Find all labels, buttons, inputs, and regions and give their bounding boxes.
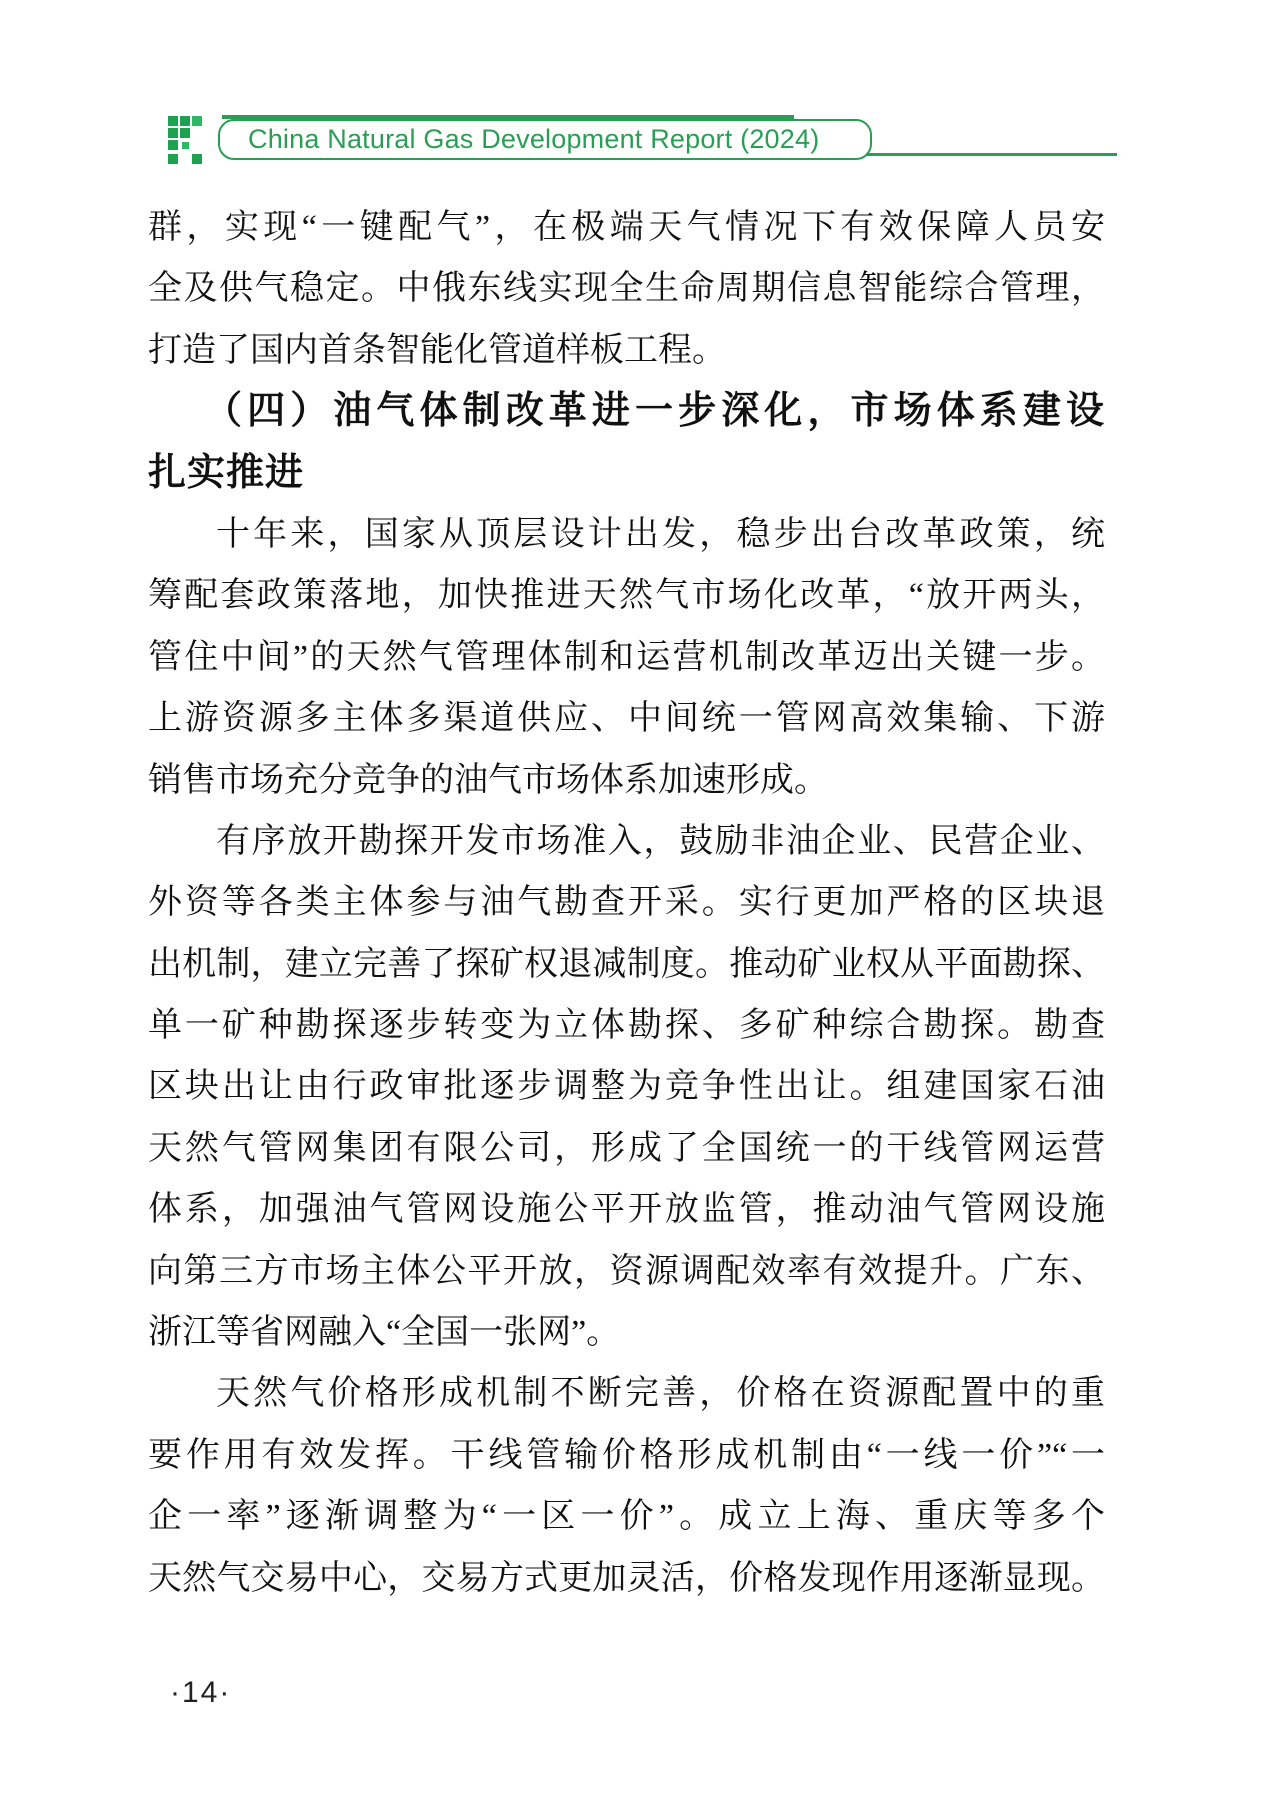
- pixel-grid-logo-icon: [168, 116, 204, 164]
- header-accent-line: [222, 115, 794, 119]
- body-text-line: 体系，加强油气管网设施公平开放监管，推动油气管网设施: [148, 1191, 1105, 1229]
- body-text-line: 单一矿种勘探逐步转变为立体勘探、多矿种综合勘探。勘查: [148, 1007, 1105, 1045]
- body-text-line: 区块出让由行政审批逐步调整为竞争性出让。组建国家石油: [148, 1068, 1105, 1106]
- body-text-line: 群，实现“一键配气”，在极端天气情况下有效保障人员安: [148, 209, 1105, 246]
- body-text-line: 销售市场充分竞争的油气市场体系加速形成。: [148, 761, 828, 799]
- page-number: ·14·: [170, 1676, 232, 1709]
- section-heading-line: 扎实推进: [148, 451, 305, 494]
- body-text-line: 天然气价格形成机制不断完善，价格在资源配置中的重: [216, 1375, 1105, 1413]
- body-text-line: 管住中间”的天然气管理体制和运营机制改革迈出关键一步。: [148, 638, 1105, 676]
- page-body: [148, 197, 1105, 1609]
- body-text-line: 外资等各类主体参与油气勘查开采。实行更加严格的区块退: [148, 884, 1105, 922]
- body-text-line: 筹配套政策落地，加快推进天然气市场化改革，“放开两头，: [148, 577, 1105, 615]
- report-title-box: [218, 119, 872, 160]
- body-text-line: 向第三方市场主体公平开放，资源调配效率有效提升。广东、: [148, 1252, 1105, 1290]
- body-text-line: 浙江等省网融入“全国一张网”。: [148, 1314, 621, 1352]
- body-text-line: 要作用有效发挥。干线管输价格形成机制由“一线一价”“一: [148, 1436, 1105, 1474]
- section-heading-line: （四）油气体制改革进一步深化，市场体系建设: [204, 390, 1105, 433]
- report-title: China Natural Gas Development Report (2024): [248, 124, 820, 154]
- body-text-line: 有序放开勘探开发市场准入，鼓励非油企业、民营企业、: [216, 822, 1105, 860]
- body-text-line: 天然气管网集团有限公司，形成了全国统一的干线管网运营: [148, 1129, 1105, 1167]
- body-text-line: 打造了国内首条智能化管道样板工程。: [148, 331, 726, 369]
- body-text-line: 上游资源多主体多渠道供应、中间统一管网高效集输、下游: [148, 700, 1105, 738]
- body-text-line: 全及供气稳定。中俄东线实现全生命周期信息智能综合管理，: [148, 270, 1105, 308]
- body-text-line: 十年来，国家从顶层设计出发，稳步出台改革政策，统: [216, 515, 1105, 553]
- body-text-line: 出机制，建立完善了探矿权退减制度。推动矿业权从平面勘探、: [148, 945, 1105, 983]
- body-text-line: 企一率”逐渐调整为“一区一价”。成立上海、重庆等多个: [148, 1498, 1105, 1536]
- body-text-line: 天然气交易中心，交易方式更加灵活，价格发现作用逐渐显现。: [148, 1559, 1105, 1597]
